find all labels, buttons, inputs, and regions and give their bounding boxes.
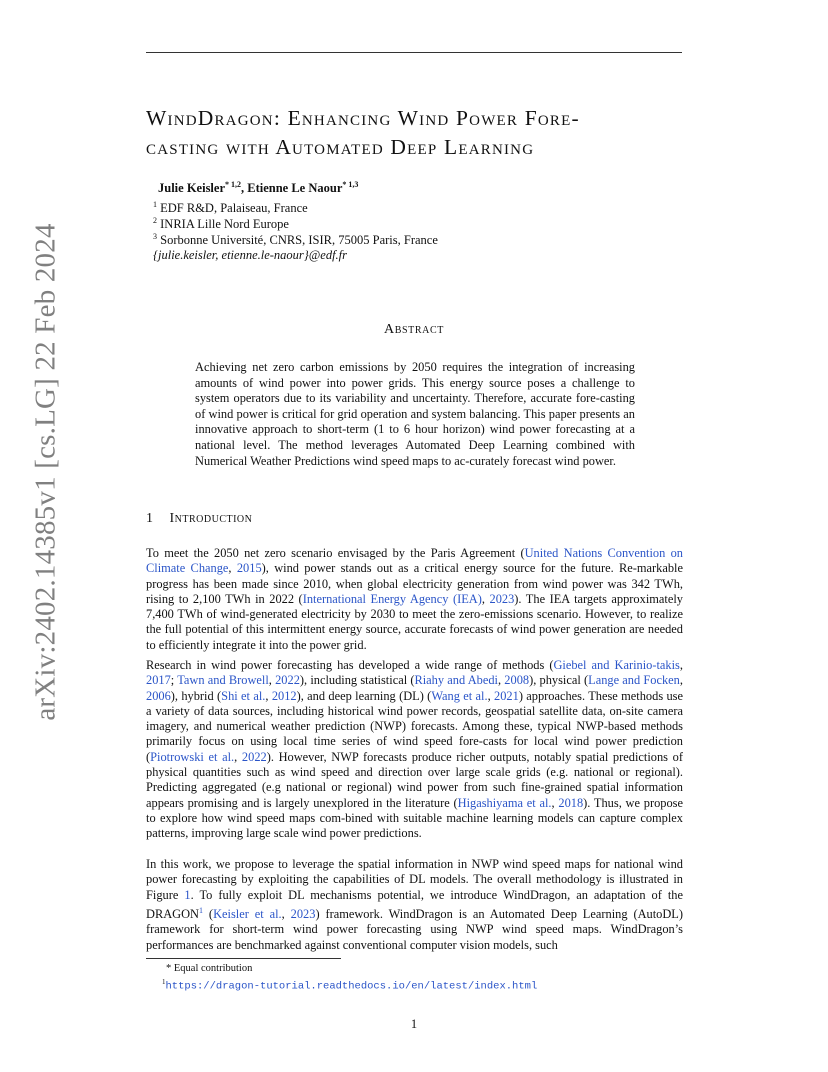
intro-paragraph-3: In this work, we propose to leverage the spatial information in NWP wind speed maps for national wind power forecasting by exploiting the capabilities of DL models. The overall methodology is illustrated in Figure 1. To fully exploit DL mechanisms potential, we introduce WindDragon, an adaptation of the DRAGON$^1$ (Keisler et al., 2023) framework. WindDragon is an Automated Deep Learning (AutoDL) framework for short-term wind power forecasting using NWP wind speed maps. WindDragon’s performances are benchmarked against conventional computer vision models, such xyxy=(146,857,683,952)
intro-paragraph-1: To meet the 2050 net zero scenario envisaged by the Paris Agreement (United Nations Convention on Climate Change, 2015), wind power stands out as a critical energy source for the future. Re-markable progress has been made since 2010, when global electricity generation from wind power was 342 TWh, rising to 2,100 TWh in 2022 (International Energy Agency (IEA), 2023). The IEA targets approximately 7,400 TWh of wind-generated electricity by 2030 to meet the zero-emissions scenario. However, to realize the full potential of this intermittent energy source, accurate forecasts of wind power generation are needed to efficiently integrate it into the power grid. xyxy=(146,546,684,652)
citation-link[interactable]: Lange and Focken xyxy=(588,673,680,688)
footnote-ref-link[interactable]: 1 xyxy=(199,905,204,915)
affiliation-1 xyxy=(153,200,308,216)
footnote-1 xyxy=(162,978,537,993)
author-2-sup: * 1,3 xyxy=(342,180,359,189)
figure-ref-link[interactable]: 1 xyxy=(184,887,191,902)
citation-year-link[interactable]: 2022 xyxy=(275,673,300,688)
citation-link[interactable]: Shi et al. xyxy=(221,688,266,703)
author-list xyxy=(158,180,358,196)
citation-link[interactable]: International Energy Agency (IEA) xyxy=(302,591,482,606)
title-line-2: casting with Automated Deep Learning xyxy=(146,135,535,159)
intro-paragraph-2: Research in wind power forecasting has developed a wide range of methods (Giebel and Karinio-takis, 2017; Tawn and Browell, 2022), including statistical (Riahy and Abedi, 2008), physical (Lange and Focken, 2006), hybrid (Shi et al., 2012), and deep learning (DL) (Wang et al., 2021) approaches. These methods use a variety of data sources, including historical wind power records, geospatial satellite data, on-site camera imagery, and numerical weather prediction (NWP) forecasts. Among these, typical NWP-based methods primarily focus on using local time series of wind speed fore-casts for local wind power prediction (Piotrowski et al., 2022). However, NWP forecasts produce richer outputs, notably spatial predictions of physical quantities such as wind speed and direction over large scale grids (e.g. national or regional). Predicting aggregated (e.g national or regional) wind power from such fine-grained spatial information appears promising and is largely unexplored in the literature (Higashiyama et al., 2018). Thus, we propose to explore how wind speed maps com-bined with suitable machine learning models can capture complex patterns, improving large scale wind power predictions. xyxy=(146,658,683,841)
affiliation-1-text: EDF R&D, Palaiseau, France xyxy=(160,201,308,216)
section-number: 1 xyxy=(146,511,154,526)
citation-year-link[interactable]: 2006 xyxy=(146,688,171,703)
citation-link[interactable]: Keisler et al. xyxy=(213,907,282,922)
title-line-1: WindDragon: Enhancing Wind Power Fore- xyxy=(146,106,580,130)
citation-year-link[interactable]: 2015 xyxy=(236,561,262,576)
abstract-heading: Abstract xyxy=(384,322,444,337)
top-rule xyxy=(146,52,682,53)
citation-year-link[interactable]: 2023 xyxy=(489,591,515,606)
affiliation-3-text: Sorbonne Université, CNRS, ISIR, 75005 Paris, France xyxy=(160,233,438,248)
author-2: Etienne Le Naour xyxy=(247,181,343,196)
affiliation-2 xyxy=(153,216,289,232)
citation-year-link[interactable]: 2017 xyxy=(146,673,171,688)
author-1-sup: * 1,2 xyxy=(225,180,241,189)
author-emails[interactable]: {julie.keisler, etienne.le-naour}@edf.fr xyxy=(153,248,348,262)
author-1: Julie Keisler xyxy=(158,181,225,196)
footnote-url-link[interactable]: https://dragon-tutorial.readthedocs.io/en/latest/index.html xyxy=(165,980,538,993)
page-number: 1 xyxy=(410,1017,418,1031)
citation-link[interactable]: Giebel and Karinio-takis xyxy=(553,658,680,672)
citation-link[interactable]: Tawn and Browell xyxy=(177,673,269,688)
affiliation-2-sup: 2 xyxy=(153,216,157,225)
paper-title xyxy=(146,104,686,162)
affiliation-3-sup: 3 xyxy=(153,232,157,241)
citation-year-link[interactable]: 2012 xyxy=(271,688,297,703)
citation-year-link[interactable]: 2018 xyxy=(558,795,584,810)
citation-link[interactable]: Wang et al. xyxy=(431,688,488,703)
footnote-rule xyxy=(146,958,341,959)
abstract-text: Achieving net zero carbon emissions by 2050 requires the integration of increasing amounts of wind power into power grids. This energy source poses a challenge to system operators due to its variability and uncertainty. Therefore, accurate fore-casting of wind power is critical for grid operation and system balancing. This paper presents an innovative approach to short-term (1 to 6 hour horizon) wind power forecasting at a national level. The method leverages Automated Deep Learning combined with Numerical Weather Predictions wind speed maps to ac-curately forecast wind power. xyxy=(195,360,635,468)
citation-link[interactable]: United Nations Convention on Climate Change xyxy=(146,546,683,576)
citation-year-link[interactable]: 2022 xyxy=(241,749,267,764)
section-heading-introduction xyxy=(146,511,252,527)
citation-link[interactable]: Piotrowski et al. xyxy=(150,749,235,764)
footnote-1-sup: 1 xyxy=(162,978,166,986)
affiliation-1-sup: 1 xyxy=(153,200,157,209)
citation-year-link[interactable]: 2008 xyxy=(504,673,530,688)
citation-link[interactable]: Higashiyama et al. xyxy=(457,795,552,810)
citation-year-link[interactable]: 2021 xyxy=(494,688,519,703)
author-separator: , xyxy=(241,181,248,196)
affiliation-3 xyxy=(153,232,438,248)
arxiv-identifier: arXiv:2402.14385v1 [cs.LG] 22 Feb 2024 xyxy=(29,223,62,721)
affiliation-2-text: INRIA Lille Nord Europe xyxy=(160,217,289,232)
citation-year-link[interactable]: 2023 xyxy=(290,907,316,922)
citation-link[interactable]: Riahy and Abedi xyxy=(414,673,498,688)
footnote-equal-contribution: * Equal contribution xyxy=(166,963,253,974)
section-title: Introduction xyxy=(169,511,253,526)
